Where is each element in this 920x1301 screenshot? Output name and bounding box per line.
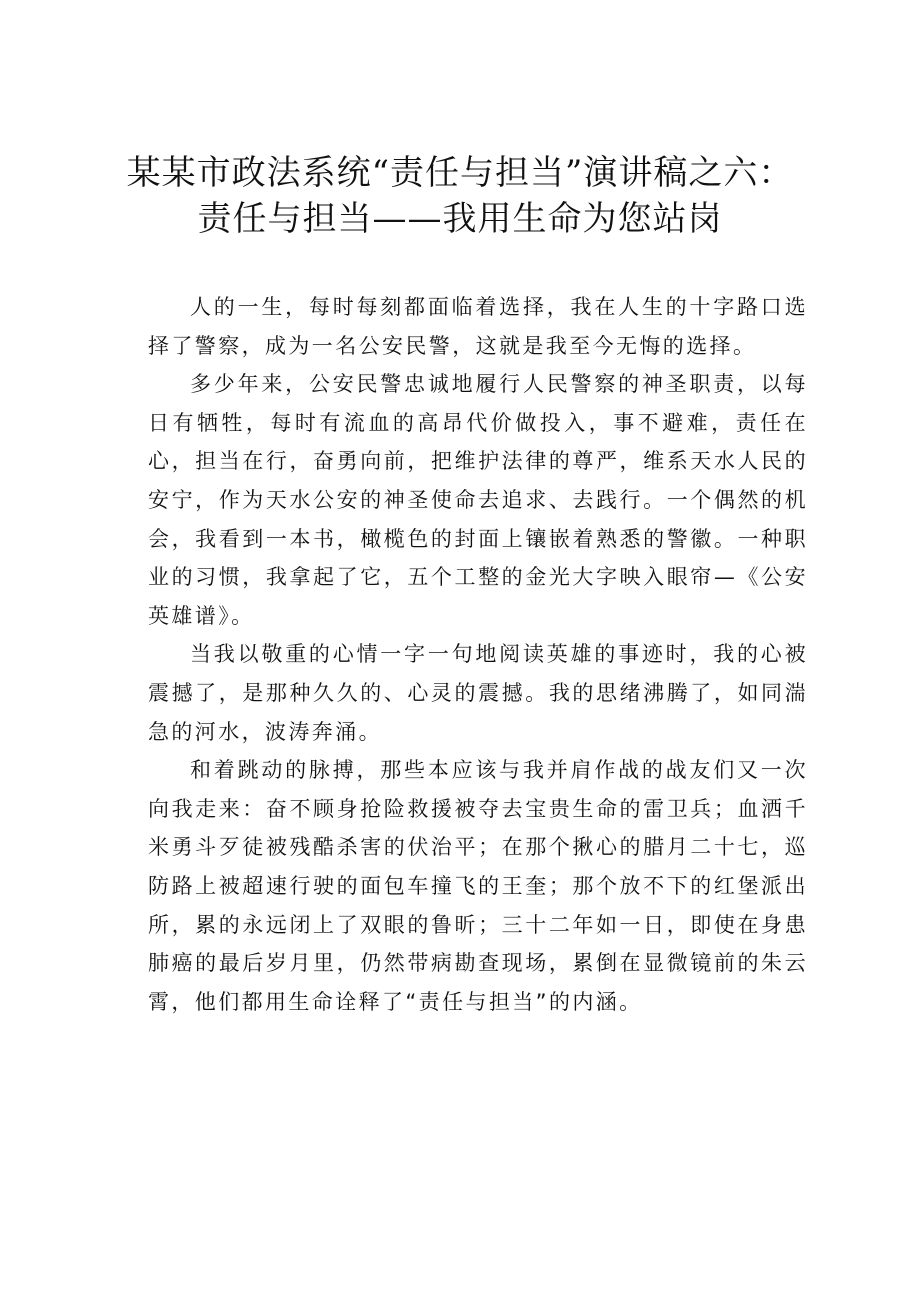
title-line-2: 责任与担当——我用生命为您站岗	[197, 199, 723, 239]
paragraph-4: 和着跳动的脉搏，那些本应该与我并肩作战的战友们又一次向我走来：奋不顾身抢险救援被夺去宝贵生命的雷卫兵；血洒千米勇斗歹徒被残酷杀害的伏治平；在那个揪心的腊月二十七，巡防路上被超速行驶的面包车撞飞的王奎；那个放不下的红堡派出所，累的永远闭上了双眼的鲁昕；三十二年如一日，即使在身患肺癌的最后岁月里，仍然带病勘查现场，累倒在显微镜前的朱云霄，他们都用生命诠释了“责任与担当”的内涵。	[148, 758, 808, 1014]
paragraph-3: 当我以敬重的心情一字一句地阅读英雄的事迹时，我的心被震撼了，是那种久久的、心灵的震撼。我的思绪沸腾了，如同湍急的河水，波涛奔涌。	[148, 642, 808, 744]
title-line-1: 某某市政法系统“责任与担当”演讲稿之六：	[126, 153, 794, 193]
document-body	[148, 288, 808, 1021]
document-title	[120, 150, 800, 242]
paragraph-1: 人的一生，每时每刻都面临着选择，我在人生的十字路口选择了警察，成为一名公安民警，这就是我至今无悔的选择。	[148, 295, 808, 358]
paragraph-2: 多少年来，公安民警忠诚地履行人民警察的神圣职责，以每日有牺牲，每时有流血的高昂代价做投入，事不避难，责任在心，担当在行，奋勇向前，把维护法律的尊严，维系天水人民的安宁，作为天水公安的神圣使命去追求、去践行。一个偶然的机会，我看到一本书，橄榄色的封面上镶嵌着熟悉的警徽。一种职业的习惯，我拿起了它，五个工整的金光大字映入眼帘—《公安英雄谱》。	[148, 372, 808, 628]
